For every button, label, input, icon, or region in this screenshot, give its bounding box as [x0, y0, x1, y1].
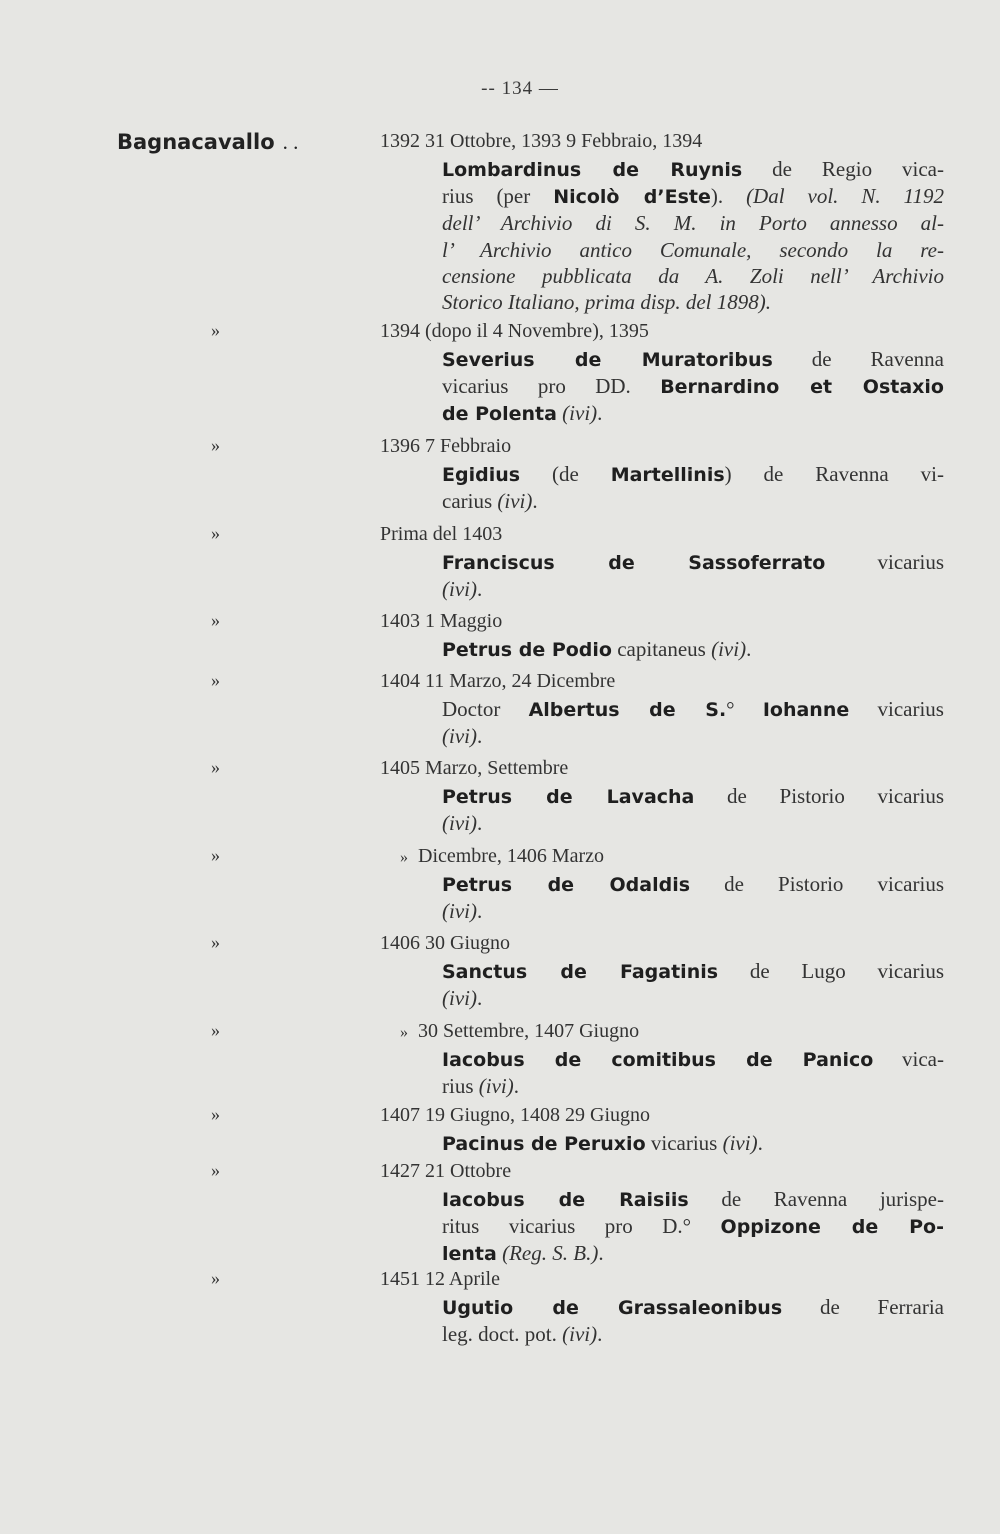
- entry-line: de Polenta (ivi).: [442, 401, 603, 426]
- entry-line: Franciscus de Sassoferrato vicarius: [442, 550, 944, 574]
- entry-date: 1451 12 Aprile: [380, 1268, 500, 1290]
- source-reference: (ivi): [497, 489, 533, 514]
- person-name: Iacobus de comitibus de Panico: [442, 1049, 874, 1071]
- entry-line: Pacinus de Peruxio vicarius (ivi).: [442, 1131, 763, 1155]
- entry-line: Doctor Albertus de S.° Iohanne vicarius: [442, 697, 944, 721]
- entry-line: ritus vicarius pro D.° Oppizone de Po-: [442, 1214, 944, 1239]
- source-reference: (ivi): [722, 1131, 758, 1155]
- person-name: Petrus de Podio: [442, 639, 612, 661]
- place-dots: . .: [282, 130, 299, 154]
- entry-line: leg. doct. pot. (ivi).: [442, 1322, 603, 1347]
- person-name: de Polenta: [442, 403, 557, 426]
- entry-date: 1392 31 Ottobre, 1393 9 Febbraio, 1394: [380, 130, 703, 152]
- entry-line: (ivi).: [442, 899, 483, 924]
- ditto-mark: »: [211, 523, 220, 543]
- person-name: Franciscus de Sassoferrato: [442, 552, 826, 574]
- ditto-mark: »: [211, 1268, 220, 1288]
- source-reference: (ivi): [711, 637, 747, 661]
- entry-line: (ivi).: [442, 811, 483, 836]
- entry-line: carius (ivi).: [442, 489, 538, 514]
- person-name: Albertus de S.: [528, 699, 727, 721]
- entry-line: rius (per Nicolò d’Este). (Dal vol. N. 1192: [442, 184, 944, 209]
- person-name: Petrus de Lavacha: [442, 786, 695, 808]
- person-name: Oppizone de Po-: [720, 1216, 944, 1239]
- person-name: Pacinus de Peruxio: [442, 1133, 646, 1155]
- entry-date: » 30 Settembre, 1407 Giugno: [400, 1020, 640, 1042]
- entry-line: rius (ivi).: [442, 1074, 519, 1099]
- ditto-mark: »: [400, 849, 408, 866]
- person-name: Iohanne: [762, 699, 850, 721]
- entry-line: Petrus de Odaldis de Pistorio vicarius: [442, 872, 944, 896]
- source-reference-line: l’ Archivio antico Comunale, secondo la re-: [442, 237, 944, 262]
- person-name: Severius de Muratoribus: [442, 349, 773, 371]
- person-name: Nicolò d’Este: [553, 186, 711, 209]
- entry-date: 1427 21 Ottobre: [380, 1160, 512, 1182]
- entry-line: Petrus de Podio capitaneus (ivi).: [442, 637, 752, 661]
- entry-date: 1405 Marzo, Settembre: [380, 757, 569, 779]
- source-reference: (ivi): [562, 1322, 598, 1347]
- person-name: Martellinis: [610, 464, 725, 486]
- person-name: Ugutio de Grassaleonibus: [442, 1297, 783, 1319]
- source-reference: (Dal vol. N. 1192: [746, 184, 944, 209]
- person-name: Lombardinus de Ruynis: [442, 159, 743, 181]
- ditto-mark: »: [211, 845, 220, 865]
- source-reference: (ivi): [442, 577, 477, 602]
- entry-date: 1394 (dopo il 4 Novembre), 1395: [380, 320, 649, 342]
- ditto-mark: »: [211, 610, 220, 630]
- entry-line: (ivi).: [442, 577, 483, 602]
- source-reference: (ivi): [442, 724, 477, 749]
- entry-line: Iacobus de comitibus de Panico vica-: [442, 1047, 944, 1071]
- place-name: Bagnacavallo: [117, 130, 275, 154]
- source-reference-line: Storico Italiano, prima disp. del 1898).: [442, 290, 771, 315]
- source-reference: (ivi): [442, 986, 477, 1011]
- entry-date: 1396 7 Febbraio: [380, 435, 512, 457]
- ditto-mark: »: [211, 1160, 220, 1180]
- source-reference-line: dell’ Archivio di S. M. in Porto annesso al-: [442, 211, 944, 236]
- ditto-mark: »: [211, 435, 220, 455]
- entry-line: Severius de Muratoribus de Ravenna: [442, 347, 944, 371]
- source-reference: (ivi): [562, 401, 598, 426]
- person-name: Sanctus de Fagatinis: [442, 961, 719, 983]
- ditto-mark: »: [211, 932, 220, 952]
- entry-date: 1404 11 Marzo, 24 Dicembre: [380, 670, 616, 692]
- entry-line: (ivi).: [442, 986, 483, 1011]
- source-reference-line: censione pubblicata da A. Zoli nell’ Archivio: [442, 263, 944, 288]
- entry-line: Iacobus de Raisiis de Ravenna jurispe-: [442, 1187, 944, 1211]
- entry-line: (ivi).: [442, 724, 483, 749]
- source-reference: (Reg. S. B.): [502, 1241, 599, 1266]
- entry-date: » Dicembre, 1406 Marzo: [400, 845, 605, 867]
- entry-date: 1406 30 Giugno: [380, 932, 510, 954]
- entry-line: Egidius (de Martellinis) de Ravenna vi-: [442, 462, 944, 486]
- entry-line: vicarius pro DD. Bernardino et Ostaxio: [442, 374, 944, 399]
- entry-date: 1407 19 Giugno, 1408 29 Giugno: [380, 1104, 650, 1126]
- ditto-mark: »: [211, 670, 220, 690]
- ditto-mark: »: [211, 320, 220, 340]
- ditto-mark: »: [400, 1024, 408, 1041]
- entry-line: Petrus de Lavacha de Pistorio vicarius: [442, 784, 944, 808]
- entry-date: Prima del 1403: [380, 523, 503, 545]
- source-reference: (ivi): [478, 1074, 514, 1099]
- source-reference: (ivi): [442, 899, 477, 924]
- entry-line: Sanctus de Fagatinis de Lugo vicarius: [442, 959, 945, 983]
- page-number: -- 134 —: [481, 78, 559, 99]
- place-heading: [117, 130, 298, 155]
- person-name: Egidius: [442, 464, 521, 486]
- person-name: lenta: [442, 1243, 497, 1266]
- person-name: Petrus de Odaldis: [442, 874, 691, 896]
- entry-line: Lombardinus de Ruynis de Regio vica-: [442, 157, 944, 181]
- ditto-mark: »: [211, 1104, 220, 1124]
- entry-line: lenta (Reg. S. B.).: [442, 1241, 604, 1266]
- person-name: Bernardino et Ostaxio: [660, 376, 944, 399]
- entry-line: Ugutio de Grassaleonibus de Ferraria: [442, 1295, 945, 1319]
- person-name: Iacobus de Raisiis: [442, 1189, 689, 1211]
- ditto-mark: »: [211, 1020, 220, 1040]
- entry-date: 1403 1 Maggio: [380, 610, 503, 632]
- ditto-mark: »: [211, 757, 220, 777]
- source-reference: (ivi): [442, 811, 477, 836]
